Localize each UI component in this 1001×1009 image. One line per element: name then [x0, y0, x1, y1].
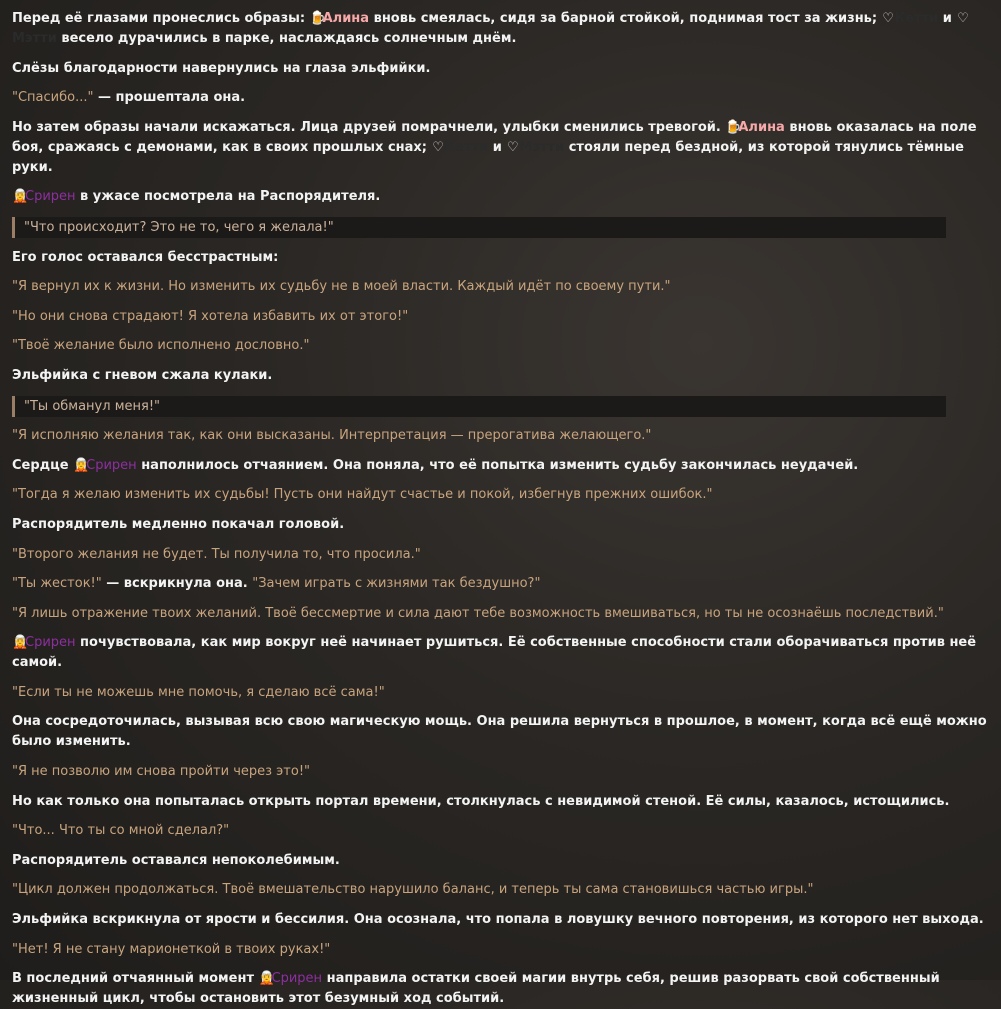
quote-paragraph: "Цикл должен продолжаться. Твоё вмешательство нарушило баланс, и теперь ты сама становишься частью игры." — [12, 882, 814, 898]
narration-text: весело дурачились в парке, наслаждаясь солнечным днём. — [56, 31, 517, 46]
quote-paragraph: "Я исполняю желания так, как они высказаны. Интерпретация — прерогатива желающего." — [12, 428, 652, 444]
narration-text: Перед её глазами пронеслись образы: — [12, 11, 310, 26]
dialogue-paragraph — [12, 88, 989, 108]
narration-text: наполнилось отчаянием. Она поняла, что её попытка изменить судьбу закончилась неудачей. — [136, 457, 859, 473]
narration-paragraph: Слёзы благодарности навернулись на глаза эльфийки. — [12, 60, 431, 76]
narration-paragraph: Распорядитель оставался непоколебимым. — [12, 852, 340, 868]
narration-paragraph: Его голос оставался бесстрастным: — [12, 249, 279, 265]
quote-paragraph: "Второго желания не будет. Ты получила то, что просила." — [12, 546, 421, 562]
narration-text: Сердце — [12, 457, 74, 473]
quote-paragraph: "Я не позволю им снова пройти через это!" — [12, 764, 311, 780]
quote-text: "Зачем играть с жизнями так бездушно?" — [252, 576, 541, 592]
conjunction: и — [938, 11, 957, 26]
narration-text: — вскрикнула она. — [101, 576, 253, 592]
quote-paragraph: "Если ты не можешь мне помочь, я сделаю всё сама!" — [12, 684, 385, 700]
narration-paragraph: Но как только она попыталась открыть портал времени, столкнулась с невидимой стеной. Её силы, казалось, истощились. — [12, 793, 950, 809]
narration-paragraph — [12, 9, 989, 49]
narration-text: стояли перед бездной, из которой тянулись тёмные руки. — [12, 139, 964, 175]
narration-paragraph — [12, 969, 989, 1009]
narration-text: вновь оказалась на поле боя, сражаясь с демонами, как в своих прошлых снах; — [12, 119, 977, 155]
heart-icon: ♡ — [432, 139, 444, 155]
quote-paragraph: "Я лишь отражение твоих желаний. Твоё бессмертие и сила дают тебе возможность вмешиваться, но ты не осознаёшь последствий." — [12, 605, 944, 621]
conjunction: и — [488, 139, 507, 155]
narration-paragraph: Эльфийка с гневом сжала кулаки. — [12, 367, 273, 383]
narration-text: направила остатки своей магии внутрь себя, решив разорвать свой собственный жизненный цикл, чтобы остановить этот безумный ход событий. — [12, 971, 940, 1007]
narration-paragraph: Эльфийка вскрикнула от ярости и бессилия. Она осознала, что попала в ловушку вечного повторения, из которого нет выхода. — [12, 912, 984, 928]
character-name-siren: Срирен — [25, 189, 76, 205]
heart-icon: ♡ — [957, 11, 969, 26]
character-name-siren: Срирен — [271, 971, 323, 987]
quote-text: "Ты жесток!" — [12, 576, 102, 592]
quote-paragraph: "Нет! Я не стану марионеткой в твоих руках!" — [12, 941, 331, 957]
elf-icon: 🧝 — [12, 635, 29, 651]
character-name-alina: Алина — [322, 11, 370, 26]
character-name-ketti: Кетти — [894, 11, 939, 26]
quote-paragraph: "Но они снова страдают! Я хотела избавить их от этого!" — [12, 308, 409, 324]
narration-text: В последний отчаянный момент — [12, 971, 259, 987]
quote-paragraph: "Что... Что ты со мной сделал?" — [12, 823, 230, 839]
narration-paragraph — [12, 456, 989, 476]
heart-icon: ♡ — [882, 11, 894, 26]
elf-icon: 🧝 — [258, 971, 275, 987]
narration-text: Но затем образы начали искажаться. Лица друзей помрачнели, улыбки сменились тревогой. — [12, 119, 726, 135]
character-name-siren: Срирен — [25, 635, 76, 651]
character-name-matti: Мэтти — [519, 139, 565, 155]
quote-text: "Спасибо..." — [12, 90, 94, 106]
elf-icon: 🧝 — [12, 189, 29, 205]
narration-text: почувствовала, как мир вокруг неё начинает рушиться. Её собственные способности стали оборачиваться против неё самой. — [12, 635, 977, 671]
quote-paragraph: "Я вернул их к жизни. Но изменить их судьбу не в моей власти. Каждый идёт по своему пути." — [12, 279, 671, 295]
blockquote: "Что происходит? Это не то, чего я желала!" — [12, 217, 946, 238]
narration-paragraph — [12, 187, 989, 207]
beer-icon: 🍺 — [725, 119, 742, 135]
quote-paragraph: "Тогда я желаю изменить их судьбы! Пусть они найдут счастье и покой, избегнув прежних ошибок." — [12, 487, 713, 503]
narration-paragraph — [12, 118, 989, 178]
character-name-siren: Срирен — [86, 457, 137, 473]
character-name-matti: Мэтти — [12, 31, 57, 46]
character-name-alina: Алина — [738, 119, 785, 135]
heart-icon: ♡ — [507, 139, 519, 155]
narration-text: вновь смеялась, сидя за барной стойкой, поднимая тост за жизнь; — [369, 11, 882, 26]
blockquote: "Ты обманул меня!" — [12, 396, 946, 417]
dialogue-paragraph — [12, 574, 989, 594]
narration-paragraph: Она сосредоточилась, вызывая всю свою магическую мощь. Она решила вернуться в прошлое, в момент, когда всё ещё можно было изменить. — [12, 714, 987, 750]
elf-icon: 🧝 — [73, 457, 90, 473]
narration-paragraph — [12, 633, 989, 673]
beer-icon: 🍺 — [309, 11, 326, 26]
quote-paragraph: "Твоё желание было исполнено дословно." — [12, 338, 310, 354]
character-name-ketti: Кетти — [444, 139, 489, 155]
narration-paragraph: Распорядитель медленно покачал головой. — [12, 516, 345, 532]
narration-text: — прошептала она. — [93, 90, 246, 106]
narration-text: в ужасе посмотрела на Распорядителя. — [75, 189, 381, 205]
